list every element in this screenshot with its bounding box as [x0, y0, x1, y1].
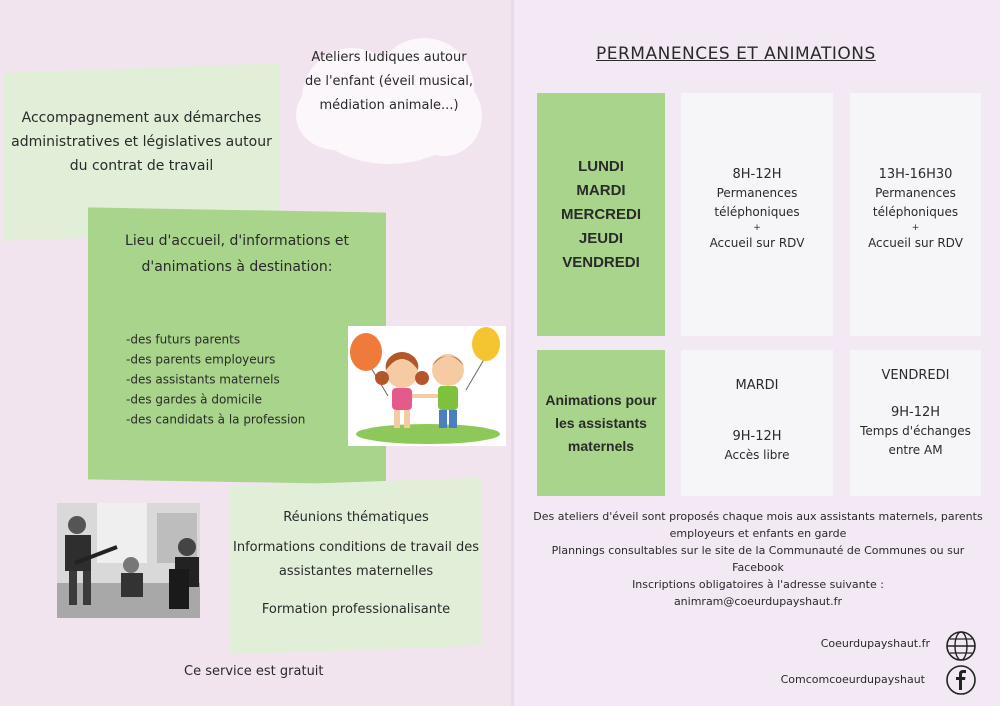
free-service-text: Ce service est gratuit	[184, 664, 324, 679]
anim-vendredi-time: 9H-12H	[890, 405, 941, 420]
conditions-text: Informations conditions de travail des assistantes maternelles	[233, 540, 479, 579]
morning-line2: téléphoniques	[714, 205, 800, 219]
website-link[interactable]: Coeurdupayshaut.fr	[820, 637, 930, 650]
afternoon-line1: Permanences	[875, 186, 956, 200]
days-list	[561, 155, 641, 275]
info-inscriptions: Inscriptions obligatoires à l'adresse suivante :	[632, 578, 884, 591]
facebook-icon	[945, 664, 977, 696]
ateliers-text: Ateliers ludiques autour de l'enfant (éveil musical, médiation animale...)	[304, 50, 474, 113]
morning-cell	[681, 93, 833, 336]
lieu-accueil-title: Lieu d'accueil, d'informations et d'animations à destination:	[125, 233, 349, 275]
accompagnement-text: Accompagnement aux démarches administratives et législatives autour du contrat de travail	[11, 110, 272, 174]
day-label: LUNDI	[578, 157, 624, 175]
reunions-box	[230, 478, 482, 655]
afternoon-line3: Accueil sur RDV	[868, 236, 963, 250]
info-plannings: Plannings consultables sur le site de la Communauté de Communes ou sur Facebook	[551, 544, 965, 574]
animations-cell	[537, 350, 665, 496]
day-label: VENDREDI	[562, 253, 640, 271]
afternoon-cell	[850, 93, 981, 336]
reunions-title: Réunions thématiques	[283, 510, 429, 525]
morning-plus: +	[753, 223, 761, 233]
afternoon-plus: +	[911, 223, 920, 233]
day-label: JEUDI	[578, 229, 624, 247]
list-item: -des futurs parents	[126, 332, 241, 347]
list-item: -des assistants maternels	[126, 372, 280, 387]
animations-label: Animations pour les assistants maternels	[545, 391, 657, 454]
anim-mardi-desc: Accès libre	[724, 448, 790, 462]
days-cell	[537, 93, 665, 336]
reunions-content	[230, 506, 482, 622]
children-balloons-illustration	[348, 326, 506, 446]
anim-vendredi-day: VENDREDI	[881, 368, 950, 383]
globe-icon	[945, 630, 977, 662]
day-label: MERCREDI	[560, 205, 641, 223]
facebook-link[interactable]: Comcomcoeurdupayshaut	[780, 673, 925, 686]
afternoon-time: 13H-16H30	[878, 167, 953, 182]
anim-vendredi-cell	[850, 350, 981, 496]
list-item: -des candidats à la profession	[126, 412, 306, 427]
day-label: MARDI	[576, 181, 626, 199]
anim-vendredi-desc: Temps d'échanges entre AM	[860, 424, 971, 457]
afternoon-line2: téléphoniques	[872, 205, 959, 219]
lieu-accueil-list	[126, 330, 305, 430]
ateliers-cloud	[294, 30, 484, 168]
morning-time: 8H-12H	[732, 167, 782, 182]
page-title: PERMANENCES ET ANIMATIONS	[596, 44, 876, 64]
fold-line	[511, 0, 514, 706]
info-block	[532, 508, 984, 610]
music-session-photo	[57, 503, 200, 618]
info-ateliers: Des ateliers d'éveil sont proposés chaque mois aux assistants maternels, parents employeurs et enfants en garde	[533, 510, 983, 540]
formation-text: Formation professionalisante	[261, 602, 451, 617]
morning-line3: Accueil sur RDV	[709, 236, 805, 250]
list-item: -des gardes à domicile	[126, 392, 262, 407]
anim-mardi-cell	[681, 350, 833, 496]
contact-email[interactable]: animram@coeurdupayshaut.fr	[673, 595, 843, 608]
lieu-accueil-box	[88, 207, 386, 484]
list-item: -des parents employeurs	[126, 352, 276, 367]
morning-line1: Permanences	[716, 186, 798, 200]
anim-mardi-day: MARDI	[735, 378, 779, 393]
anim-mardi-time: 9H-12H	[732, 429, 782, 444]
